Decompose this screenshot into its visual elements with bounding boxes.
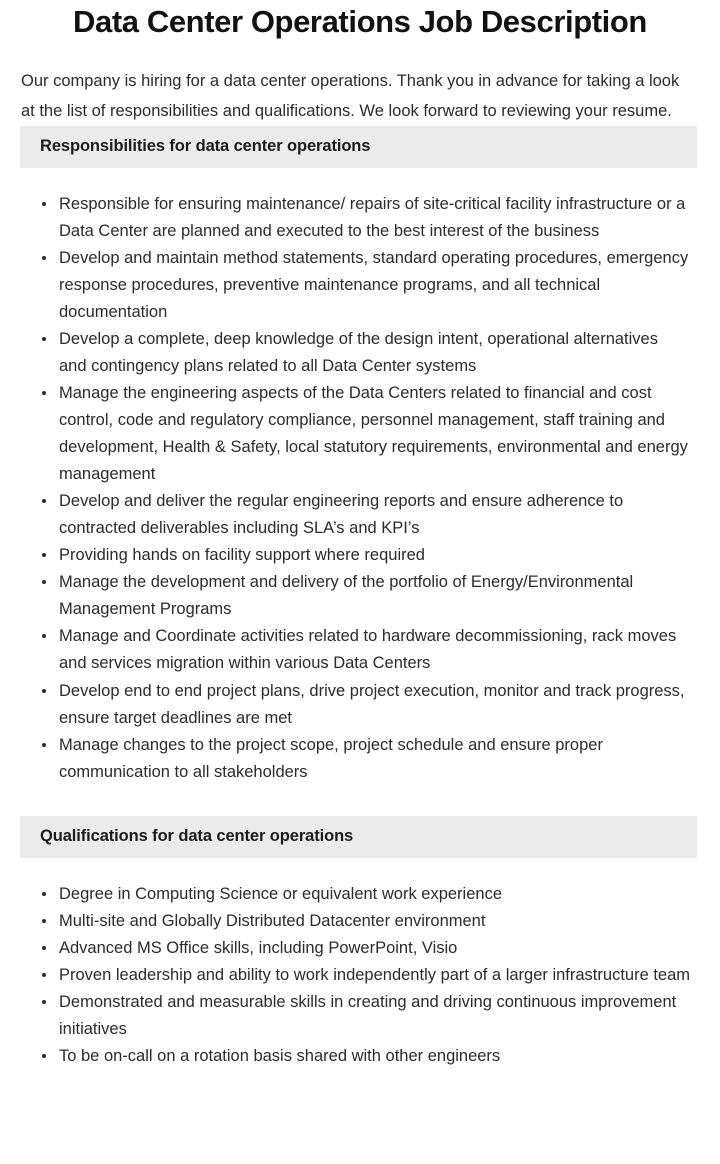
list-item: Develop a complete, deep knowledge of the design intent, operational alternatives and contingency plans related to all Data Center systems	[0, 326, 720, 380]
bullet-list	[0, 191, 720, 786]
list-top-spacer	[0, 168, 720, 191]
bullet-list	[0, 881, 720, 1070]
list-item: Develop end to end project plans, drive project execution, monitor and track progress, ensure target deadlines are met	[0, 678, 720, 732]
section	[0, 810, 720, 1094]
list-item: Manage and Coordinate activities related to hardware decommissioning, rack moves and services migration within various Data Centers	[0, 623, 720, 677]
list-item: Develop and maintain method statements, standard operating procedures, emergency response procedures, preventive maintenance programs, and all technical documentation	[0, 245, 720, 326]
intro-paragraph: Our company is hiring for a data center operations. Thank you in advance for taking a look at the list of responsibilities and qualifications. We look forward to reviewing your resume.	[21, 71, 680, 120]
list-item: Manage changes to the project scope, project schedule and ensure proper communication to all stakeholders	[0, 732, 720, 786]
list-bottom-spacer	[0, 786, 720, 810]
list-item: Degree in Computing Science or equivalent work experience	[0, 881, 720, 908]
list-item: Responsible for ensuring maintenance/ repairs of site-critical facility infrastructure or a Data Center are planned and executed to the best interest of the business	[0, 191, 720, 245]
section-header-title: Qualifications for data center operations	[40, 827, 354, 846]
list-top-spacer	[0, 858, 720, 881]
list-bottom-spacer	[0, 1070, 720, 1094]
section-header-bar	[20, 126, 697, 168]
list-item: Develop and deliver the regular engineering reports and ensure adherence to contracted deliverables including SLA’s and KPI’s	[0, 488, 720, 542]
sections-container	[0, 126, 720, 1094]
section-header-bar	[20, 816, 697, 858]
section-header-title: Responsibilities for data center operations	[40, 137, 371, 156]
list-item: Manage the development and delivery of the portfolio of Energy/Environmental Management Programs	[0, 569, 720, 623]
list-item: Manage the engineering aspects of the Data Centers related to financial and cost control, code and regulatory compliance, personnel management, staff training and development, Health & Safety, local statutory requirements, environmental and energy management	[0, 380, 720, 488]
list-item: Proven leadership and ability to work independently part of a larger infrastructure team	[0, 962, 720, 989]
list-item: Advanced MS Office skills, including PowerPoint, Visio	[0, 935, 720, 962]
list-item: To be on-call on a rotation basis shared with other engineers	[0, 1043, 720, 1070]
list-item: Multi-site and Globally Distributed Datacenter environment	[0, 908, 720, 935]
section	[0, 126, 720, 810]
list-item: Demonstrated and measurable skills in creating and driving continuous improvement initiatives	[0, 989, 720, 1043]
page-title: Data Center Operations Job Description	[73, 4, 647, 39]
list-item: Providing hands on facility support where required	[0, 542, 720, 569]
